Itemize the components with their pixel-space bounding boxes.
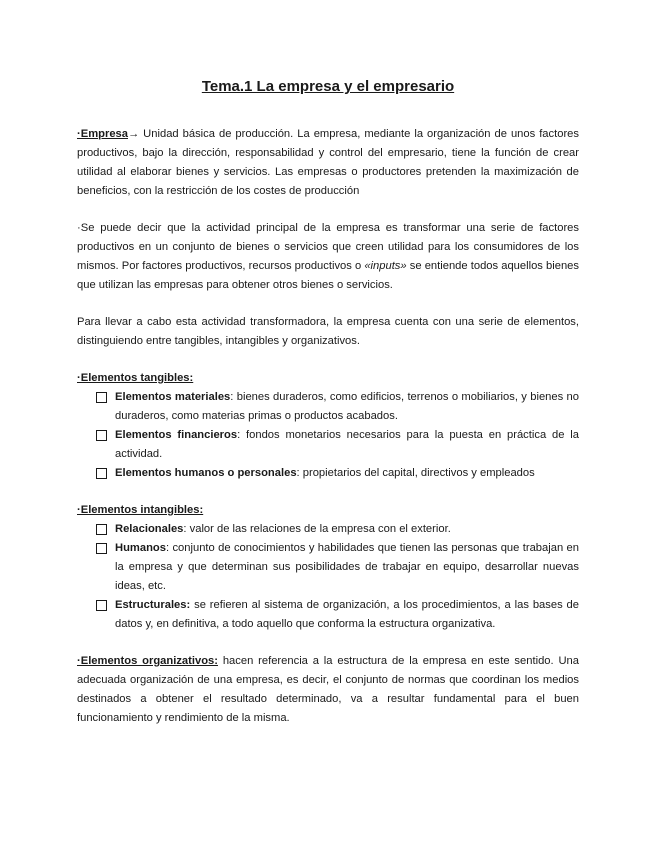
page-title: Tema.1 La empresa y el empresario	[201, 78, 455, 95]
checkbox-icon	[96, 468, 107, 479]
item-text: se refieren al sistema de organización, a los procedimientos, a las bases de datos y, en definitiva, a todo aquello que conforma la estructura organizativa.	[115, 599, 579, 630]
list-item	[115, 596, 579, 634]
actividad-text-after: se entiende todos aquellos bienes que utilizan las empresas para obtener otros bienes o servicios.	[77, 260, 579, 291]
organizativos-paragraph	[77, 652, 579, 728]
checkbox-icon	[96, 600, 107, 611]
item-term: Estructurales:	[115, 599, 191, 611]
organizativos-heading: ·Elementos organizativos:	[77, 655, 218, 667]
intangibles-list	[77, 520, 579, 634]
checkbox-icon	[96, 543, 107, 554]
transformadora-paragraph: Para llevar a cabo esta actividad transformadora, la empresa cuenta con una serie de elementos, distinguiendo entre tangibles, intangibles y organizativos.	[77, 316, 579, 347]
list-item	[115, 388, 579, 426]
item-term: Elementos humanos o personales	[115, 467, 297, 479]
actividad-paragraph	[77, 219, 579, 295]
arrow-icon: →	[128, 128, 140, 140]
organizativos-text: hacen referencia a la estructura de la empresa en este sentido. Una adecuada organización de una empresa, es decir, el conjunto de normas que coordinan los medios destinados a obtener el resultado determinado, va a resultar fundamental para el buen funcionamiento y rendimiento de la misma.	[77, 655, 579, 724]
item-term: Humanos	[115, 542, 166, 554]
inputs-term: «inputs»	[364, 260, 407, 272]
item-text: : bienes duraderos, como edificios, terrenos o mobiliarios, y bienes no duraderos, como materias primas o productos acabados.	[115, 391, 579, 422]
item-term: Relacionales	[115, 523, 184, 535]
intangibles-heading: ·Elementos intangibles:	[77, 504, 204, 516]
checkbox-icon	[96, 430, 107, 441]
item-text: : conjunto de conocimientos y habilidades que tienen las personas que trabajan en la empresa y que determinan sus posibilidades de trabajar en equipo, desarrollar nuevas ideas, etc.	[115, 542, 579, 592]
checkbox-icon	[96, 524, 107, 535]
empresa-label: ·Empresa	[77, 128, 128, 140]
list-item	[115, 464, 579, 483]
item-text: : fondos monetarios necesarios para la puesta en práctica de la actividad.	[115, 429, 579, 460]
list-item	[115, 426, 579, 464]
actividad-text-before: ·Se puede decir que la actividad principal de la empresa es transformar una serie de factores productivos en un conjunto de bienes o servicios que creen utilidad para los consumidores de los mismos. Por factores productivos, recursos productivos o	[77, 222, 579, 272]
empresa-text: Unidad básica de producción. La empresa, mediante la organización de unos factores productivos, bajo la dirección, responsabilidad y control del empresario, tiene la función de crear utilidad al elaborar bienes y servicios. Las empresas o productores pretenden la maximización de beneficios, con la restricción de los costes de producción	[77, 128, 579, 197]
list-item	[115, 539, 579, 596]
tangibles-heading: ·Elementos tangibles:	[77, 372, 194, 384]
item-text: : valor de las relaciones de la empresa con el exterior.	[183, 523, 451, 535]
list-item	[115, 520, 579, 539]
item-term: Elementos financieros	[115, 429, 238, 441]
item-term: Elementos materiales	[115, 391, 231, 403]
checkbox-icon	[96, 392, 107, 403]
tangibles-list	[77, 388, 579, 483]
item-text: : propietarios del capital, directivos y empleados	[296, 467, 535, 479]
empresa-definition	[77, 125, 579, 201]
document-page	[77, 76, 579, 746]
